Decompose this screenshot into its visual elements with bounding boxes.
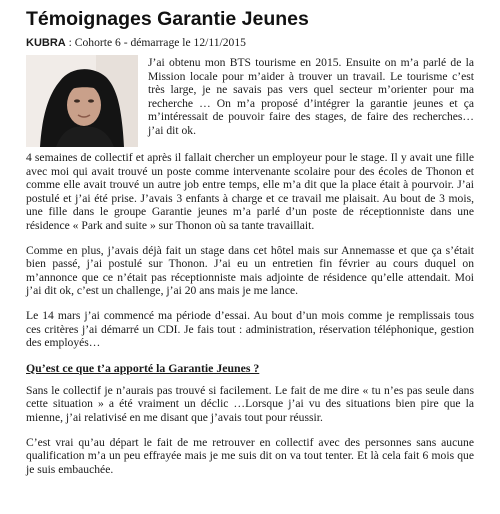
paragraph-2: Comme en plus, j’avais déjà fait un stage dans cet hôtel mais sur Annemasse et que ça s’était bien passé, j’ai postulé sur Thonon. J’ai eu un entretien fin février au cours duquel on m’annonce que ce n’était pas réceptionniste mais adjointe de résidence qu’elle attendait. Moi j’ai dit ok, c’est un challenge, j’ai 20 ans mais je me lance.	[26, 243, 474, 298]
person-name: KUBRA	[26, 37, 66, 49]
left-eye	[74, 99, 80, 102]
cohort-details: Cohorte 6 - démarrage le 12/11/2015	[74, 36, 246, 49]
intro-paragraph: J’ai obtenu mon BTS tourisme en 2015. Ensuite on m’a parlé de la Mission locale pour m’aider à trouver un travail. Le tourisme c’est très large, je ne savais pas vers quel secteur m’orienter pour ma recherche … On m’a proposé d’intégrer la garantie jeunes et ça m’intéressait de pouvoir faire des stages, de faire des recherches… j’ai dit ok.	[148, 56, 474, 137]
right-eye	[88, 99, 94, 102]
face-shape	[67, 84, 101, 126]
paragraph-4: Sans le collectif je n’aurais pas trouvé si facilement. Le fait de me dire « tu n’es pas seule dans cette situation » a été vraiment un déclic …Lorsque j’ai vu des situations bien pire que la mienne, j’ai relativisé en me disant que j’avais tout pour réussir.	[26, 383, 474, 424]
paragraph-3: Le 14 mars j’ai commencé ma période d’essai. Au bout d’un mois comme je remplissais tous ces critères j’ai démarré un CDI. Je fais tout : administration, réservation téléphonique, gestion des employés…	[26, 308, 474, 350]
paragraph-5: C’est vrai qu’au départ le fait de me retrouver en collectif avec des personnes sans aucune qualification m’a un peu effrayée mais je me suis dit on va tout tenter. Et là cela fait 6 mois que je suis embauchée.	[26, 435, 474, 476]
portrait-photo	[26, 55, 138, 147]
paragraph-1: 4 semaines de collectif et après il fallait chercher un employeur pour le stage. Il y avait une fille avec moi qui avait trouvé un poste comme intervenante scolaire pour des écoles de Thonon et comme elle avait trouvé un autre job entre temps, elle m’a dit que la place était à pourvoir. J’ai postulé et j’ai été prise. J’avais 3 enfants à charge et ce travail me plaisait. Au bout de 3 mois, une fille dans le groupe Garantie jeunes m’a parlé d’un poste de réceptionniste dans une résidence « Park and suite » sur Thonon où sa tante travaillait.	[26, 151, 474, 232]
subtitle-separator: :	[65, 36, 75, 49]
testimonial-subtitle	[26, 36, 474, 50]
portrait-illustration	[26, 55, 138, 147]
section-heading: Qu’est ce que t’a apporté la Garantie Jeunes ?	[26, 360, 260, 375]
page-title: Témoignages Garantie Jeunes	[26, 8, 309, 30]
